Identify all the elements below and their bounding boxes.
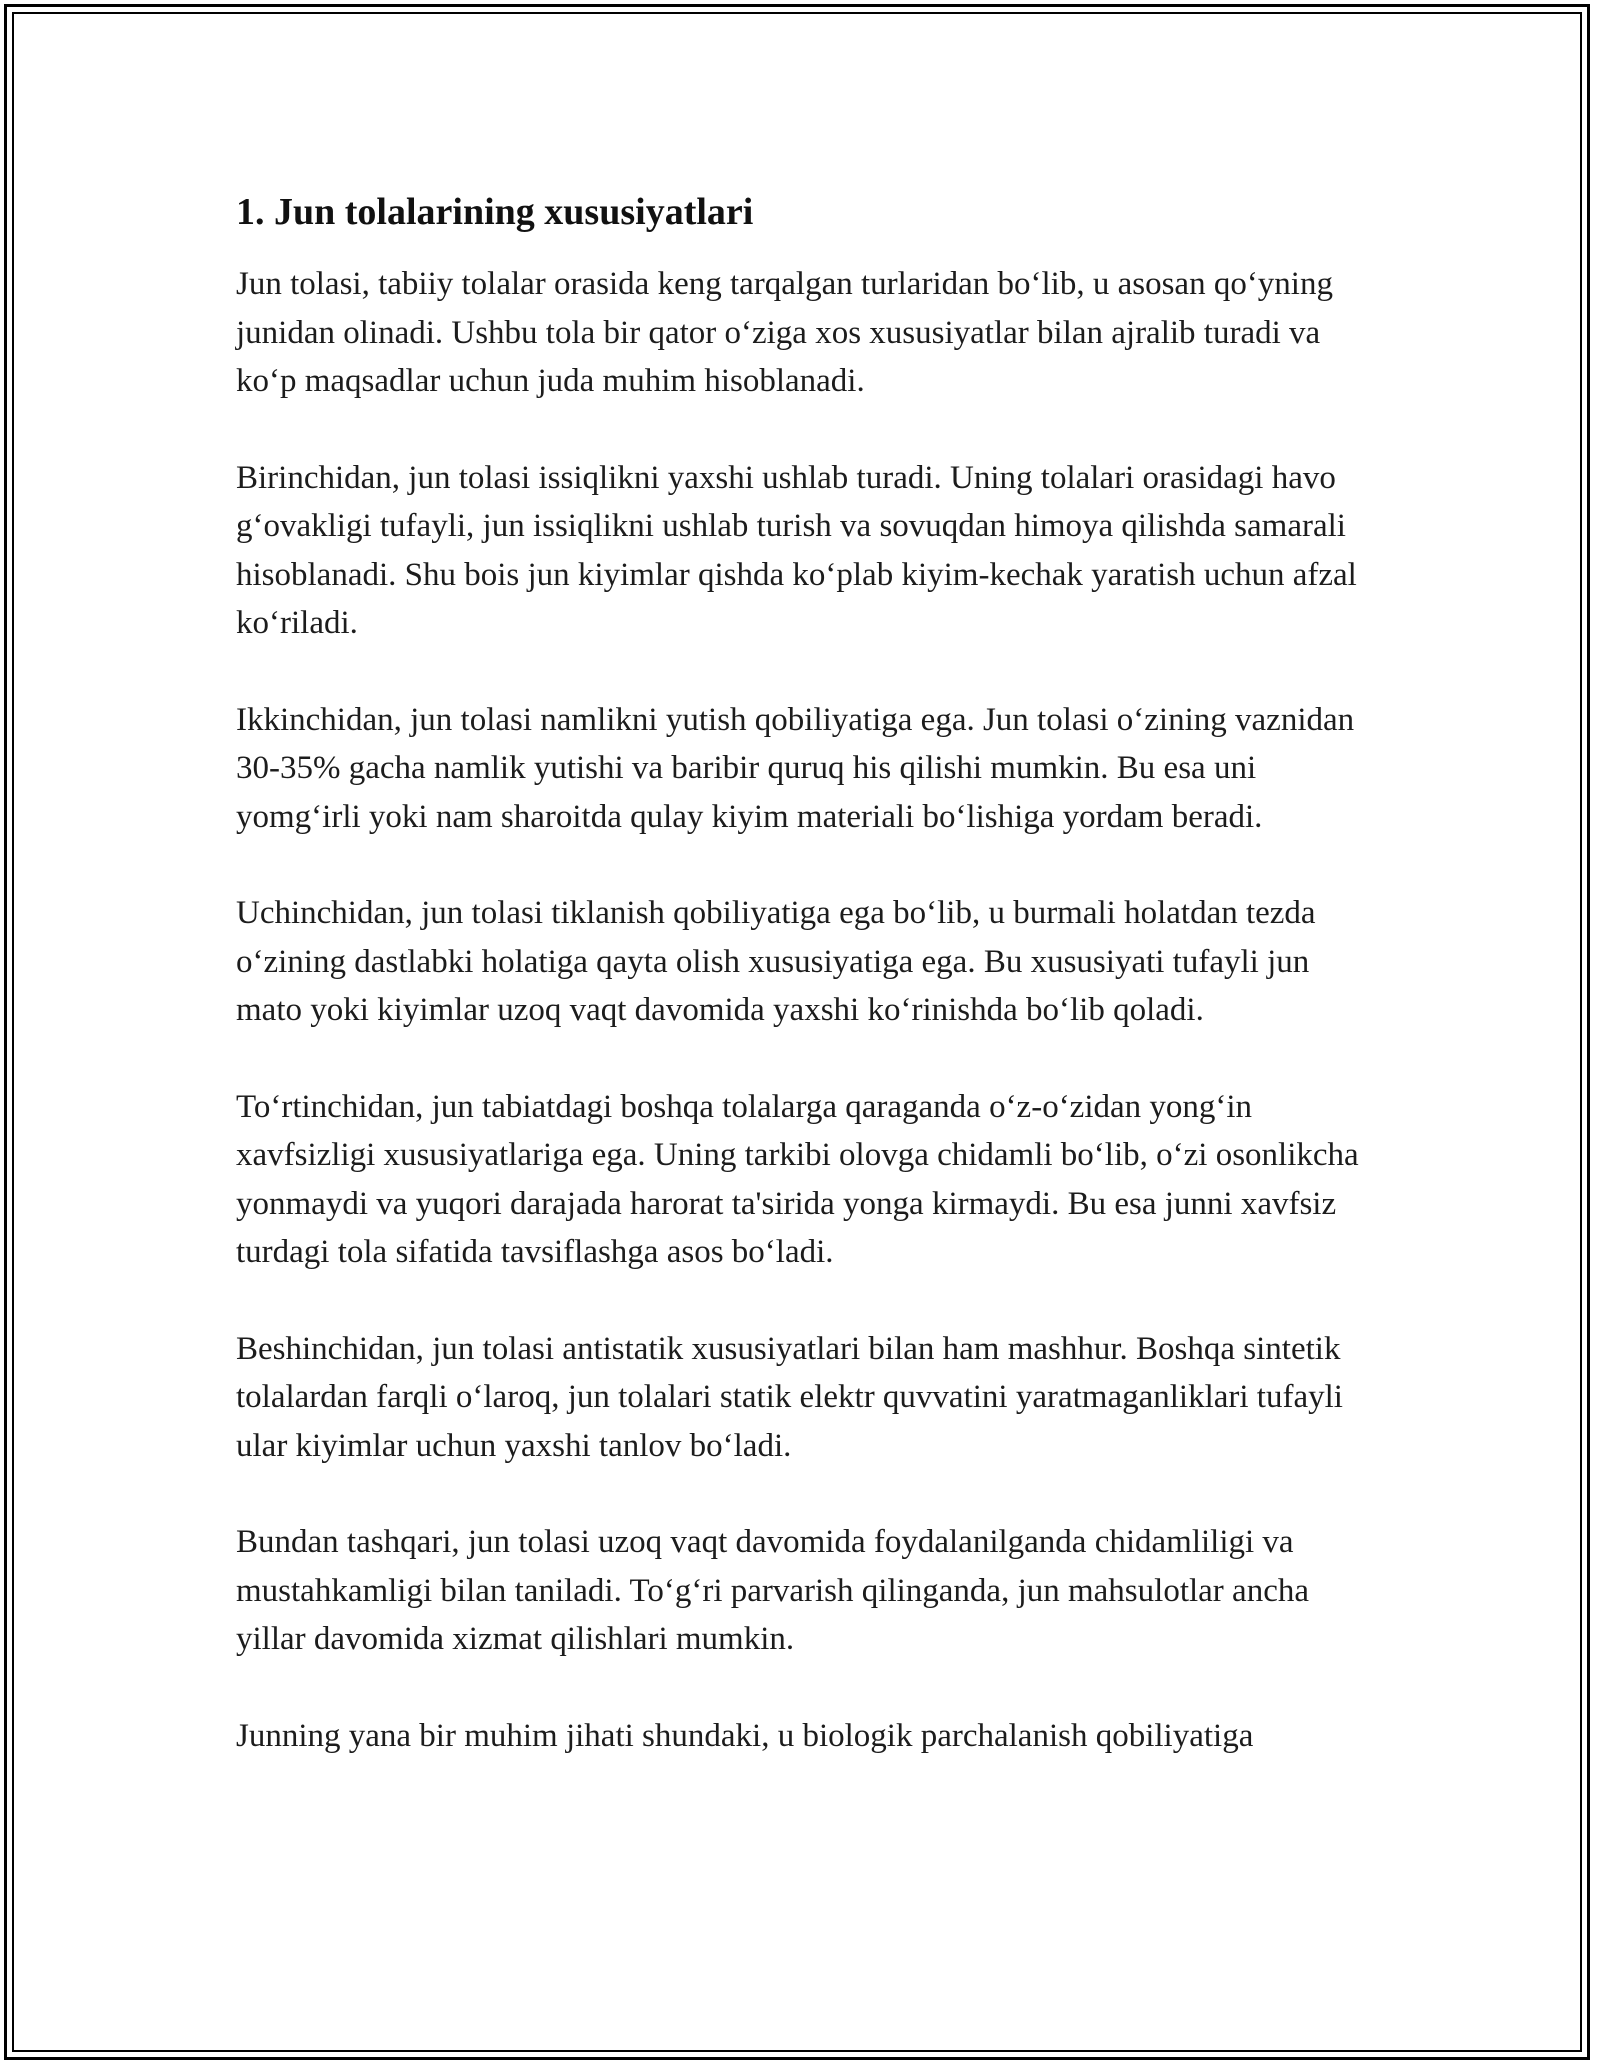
paragraph-intro: Jun tolasi, tabiiy tolalar orasida keng tarqalgan turlaridan bo‘lib, u asosan qo‘yning junidan olinadi. Ushbu tola bir qator o‘ziga xos xususiyatlar bilan ajralib turadi va ko‘p maqsadlar uchun juda muhim hisoblanadi. xyxy=(236,266,1333,399)
paragraph-third-property: Uchinchidan, jun tolasi tiklanish qobiliyatiga ega bo‘lib, u burmali holatdan tezda o‘zining dastlabki holatiga qayta olish xususiyatiga ega. Bu xususiyati tufayli jun mato yoki kiyimlar uzoq vaqt davomida yaxshi ko‘rinishda bo‘lib qoladi. xyxy=(236,895,1316,1028)
paragraph-durability: Bundan tashqari, jun tolasi uzoq vaqt davomida foydalanilganda chidamliligi va mustahkamligi bilan taniladi. To‘g‘ri parvarish qilinganda, jun mahsulotlar ancha yillar davomida xizmat qilishlari mumkin. xyxy=(236,1524,1309,1657)
paragraph-fourth-property: To‘rtinchidan, jun tabiatdagi boshqa tolalarga qaraganda o‘z-o‘zidan yong‘in xavfsizligi xususiyatlariga ega. Uning tarkibi olovga chidamli bo‘lib, o‘zi osonlikcha yonmaydi va yuqori darajada harorat ta'sirida yonga kirmaydi. Bu esa junni xavfsiz turdagi tola sifatida tavsiflashga asos bo‘ladi. xyxy=(236,1088,1359,1270)
paragraph-fifth-property: Beshinchidan, jun tolasi antistatik xususiyatlari bilan ham mashhur. Boshqa sintetik tolalardan farqli o‘laroq, jun tolalari statik elektr quvvatini yaratmaganliklari tufayli ular kiyimlar uchun yaxshi tanlov bo‘ladi. xyxy=(236,1330,1343,1464)
document-body xyxy=(236,186,1376,1808)
paragraph-biodegradability: Junning yana bir muhim jihati shundaki, u biologik parchalanish qobiliyatiga xyxy=(236,1717,1254,1754)
paragraph-first-property: Birinchidan, jun tolasi issiqlikni yaxshi ushlab turadi. Uning tolalari orasidagi havo g‘ovakligi tufayli, jun issiqlikni ushlab turish va sovuqdan himoya qilishda samarali hisoblanadi. Shu bois jun kiyimlar qishda ko‘plab kiyim-kechak yaratish uchun afzal ko‘riladi. xyxy=(236,459,1357,641)
paragraph-second-property: Ikkinchidan, jun tolasi namlikni yutish qobiliyatiga ega. Jun tolasi o‘zining vaznidan 30-35% gacha namlik yutishi va baribir quruq his qilishi mumkin. Bu esa uni yomg‘irli yoki nam sharoitda qulay kiyim materiali bo‘lishiga yordam beradi. xyxy=(236,701,1355,835)
section-heading: 1. Jun tolalarining xususiyatlari xyxy=(236,191,754,233)
